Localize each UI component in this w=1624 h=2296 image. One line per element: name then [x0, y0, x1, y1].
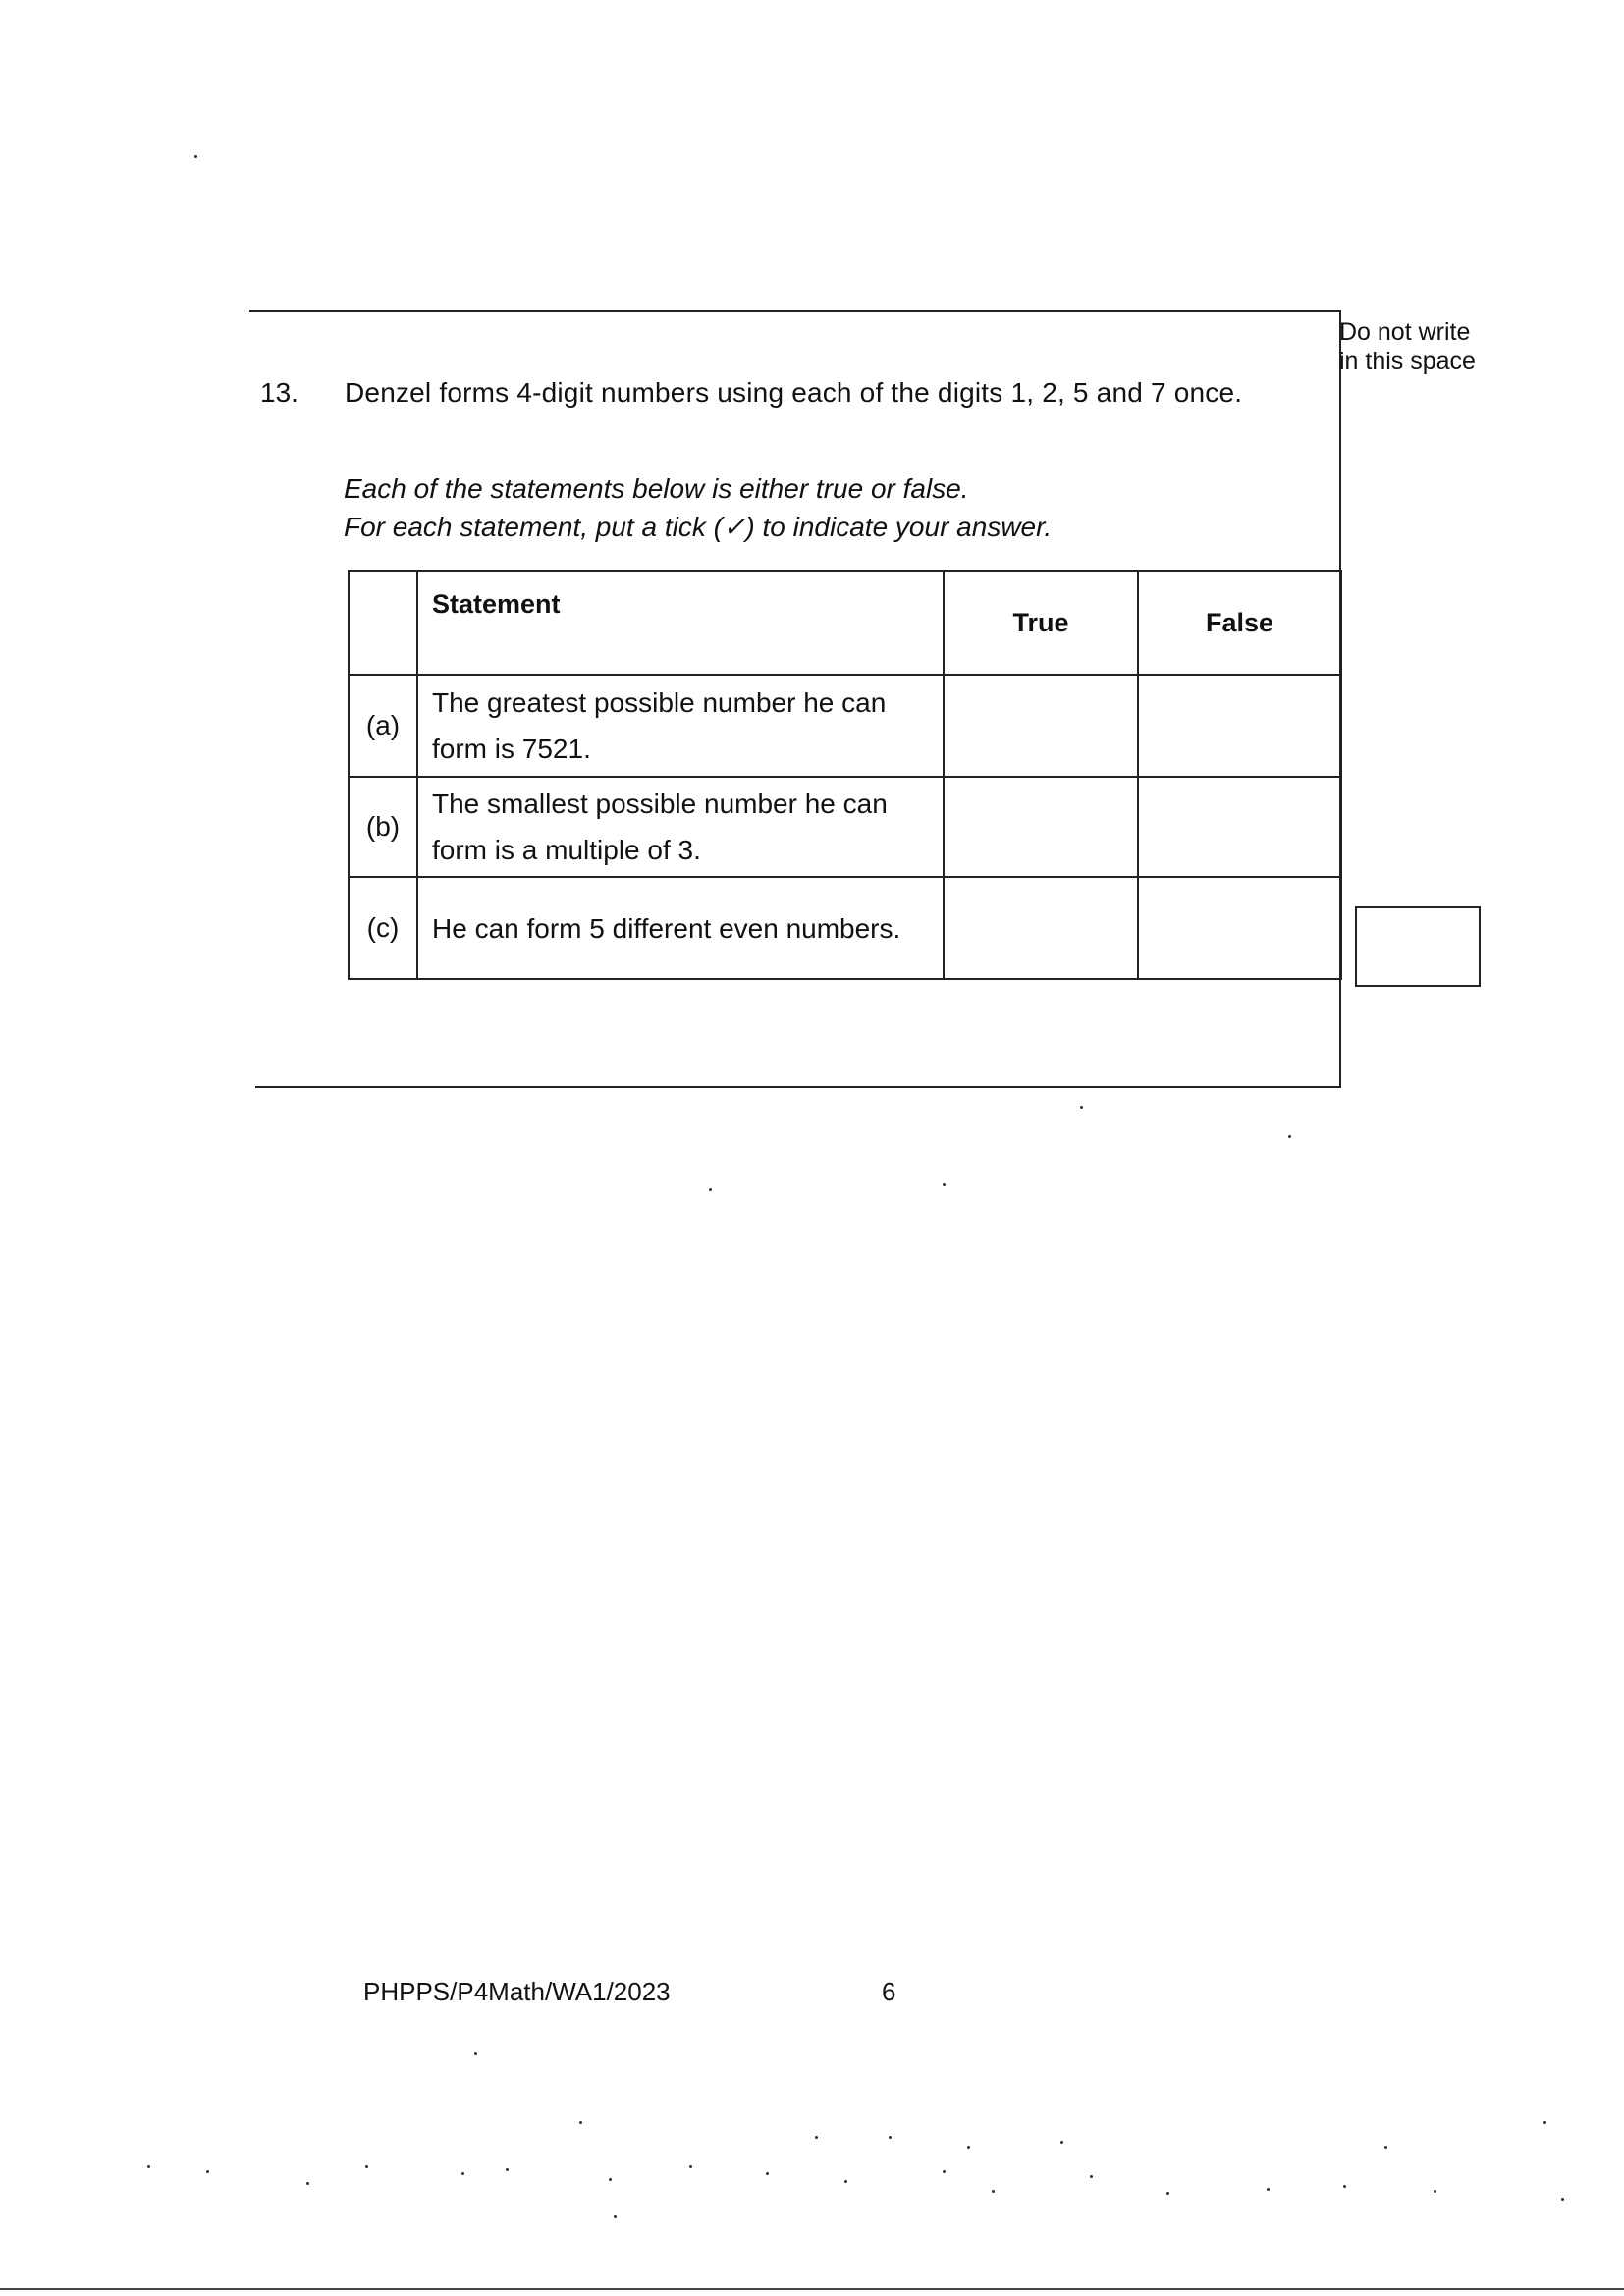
table-row — [349, 675, 1341, 777]
statement-table — [348, 570, 1342, 980]
margin-note — [1339, 317, 1496, 376]
question-bottom-border — [255, 1086, 1341, 1088]
true-answer-cell[interactable] — [944, 675, 1138, 777]
table-row — [349, 777, 1341, 877]
true-header: True — [944, 571, 1138, 675]
page-number: 6 — [882, 1977, 896, 2006]
false-answer-cell[interactable] — [1138, 777, 1341, 877]
statement-line: form is 7521. — [432, 734, 591, 764]
false-answer-cell[interactable] — [1138, 877, 1341, 979]
margin-note-line2: in this space — [1339, 348, 1476, 375]
row-label: (a) — [349, 675, 417, 777]
instruction-line2: For each statement, put a tick (✓) to indicate your answer. — [344, 512, 1053, 542]
statement-header: Statement — [417, 571, 944, 675]
true-answer-cell[interactable] — [944, 877, 1138, 979]
paper-code: PHPPS/P4Math/WA1/2023 — [363, 1977, 671, 2006]
statement-line: The greatest possible number he can — [432, 687, 887, 718]
false-answer-cell[interactable] — [1138, 675, 1341, 777]
instructions — [344, 469, 1052, 546]
statement-line: The smallest possible number he can — [432, 789, 888, 819]
row-label: (c) — [349, 877, 417, 979]
statement-cell — [417, 877, 944, 979]
statement-cell — [417, 777, 944, 877]
question-number: 13. — [260, 377, 298, 408]
page-bottom-edge — [0, 2288, 1624, 2290]
question-top-border — [249, 310, 1340, 312]
question-text: Denzel forms 4-digit numbers using each of the digits 1, 2, 5 and 7 once. — [345, 377, 1243, 408]
row-label: (b) — [349, 777, 417, 877]
instruction-line1: Each of the statements below is either true or false. — [344, 473, 969, 504]
true-answer-cell[interactable] — [944, 777, 1138, 877]
table-row — [349, 877, 1341, 979]
label-header-cell — [349, 571, 417, 675]
table-header-row — [349, 571, 1341, 675]
false-header: False — [1138, 571, 1341, 675]
statement-line: He can form 5 different even numbers. — [432, 912, 901, 944]
statement-cell — [417, 675, 944, 777]
margin-note-line1: Do not write — [1339, 318, 1471, 346]
marks-box[interactable] — [1355, 906, 1481, 987]
statement-line: form is a multiple of 3. — [432, 835, 701, 865]
